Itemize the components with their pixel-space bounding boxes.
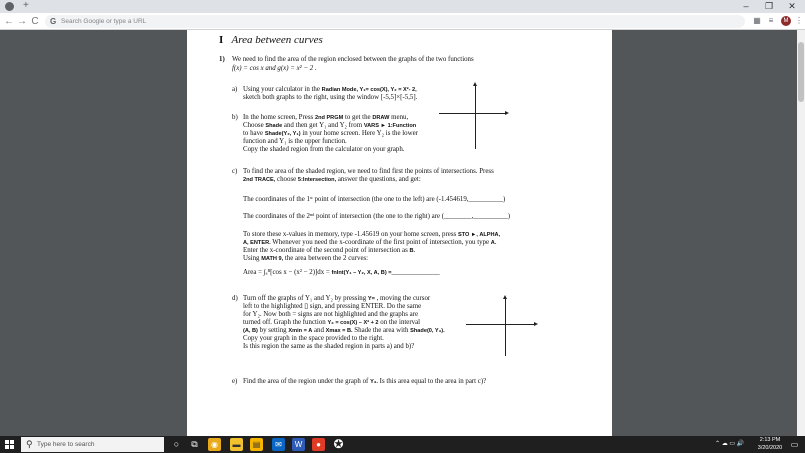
intersection-1-text: The coordinates of the 1ˢᵗ point of intersection (the one to the left) are (-1.454619,__________) (243, 196, 506, 203)
part-c-line1: To find the area of the shaded region, we need to find first the points of intersections. Press (243, 168, 494, 175)
extensions-icon[interactable]: ▦ (753, 16, 761, 25)
y-axis (505, 298, 506, 356)
clock-date: 3/20/2020 (757, 444, 783, 451)
part-e-label: e) (232, 378, 238, 385)
question-text: We need to find the area of the region enclosed between the graphs of the two functions (232, 56, 474, 63)
part-d-line1: Turn off the graphs of Y₁ and Y₂ by pressing Y= , moving the cursor (243, 295, 431, 302)
word-icon[interactable]: W (292, 438, 305, 451)
maximize-button[interactable]: ❐ (764, 1, 774, 11)
media-icon[interactable]: ● (312, 438, 325, 451)
part-e-line: Find the area of the region under the graph of Y₃. Is this area equal to the area in part c)? (243, 378, 487, 385)
part-c-line2: 2nd TRACE, choose 5:Intersection, answer the questions, and get: (243, 176, 421, 183)
part-d-line7: Is this region the same as the shaded region in parts a) and b)? (243, 343, 415, 350)
windows-taskbar (0, 436, 805, 453)
vertical-scrollbar[interactable] (797, 30, 805, 436)
google-icon: G (50, 17, 57, 26)
system-tray-icons[interactable]: ⌃ ☁ ▭ 🔊 (715, 441, 745, 447)
notifications-icon[interactable]: ▭ (790, 440, 799, 449)
part-d-line2: left to the highlighted ▯ sign, and pressing ENTER. Do the same (243, 303, 422, 310)
menu-icon[interactable]: ⋮ (795, 16, 803, 25)
document-viewer (0, 30, 805, 436)
section-title: Area between curves (231, 34, 323, 46)
reading-list-icon[interactable]: ≡ (768, 16, 774, 25)
browser-toolbar (0, 13, 805, 30)
part-a-line1: Using your calculator in the Radian Mode, Y₁= cos(X), Y₂ = X²- 2, (243, 86, 417, 93)
part-d-line4: turned off. Graph the function Y₃ = cos(X) – X² + 2 on the interval (243, 319, 421, 326)
part-c-store4: Using MATH 9, the area between the 2 curves: (243, 255, 369, 262)
y-axis (475, 85, 476, 149)
question-number: 1) (219, 56, 225, 63)
document-page (187, 30, 612, 436)
part-d-label: d) (232, 295, 238, 302)
minimize-button[interactable]: – (743, 1, 749, 11)
x-axis-arrow (505, 111, 509, 115)
part-b-label: b) (232, 114, 238, 121)
taskbar-search-input[interactable] (21, 437, 164, 452)
reload-button[interactable]: C (31, 16, 39, 27)
part-c-store2: A, ENTER. Whenever you need the x-coordinate of the first point of intersection, you type A. (243, 239, 497, 246)
part-d-line5: (A, B) by setting Xmin = A and Xmax = B. Shade the area with Shade(0, Y₃). (243, 327, 445, 334)
x-axis-arrow (534, 322, 538, 326)
system-clock[interactable] (755, 437, 785, 452)
part-b-line2: Choose Shade and then get Y₁ and Y₂ from VARS ► 1:Function (243, 122, 417, 129)
part-d-line3: for Y₂. Now both = signs are not highlighted and the graphs are (243, 311, 419, 318)
part-a-label: a) (232, 86, 238, 93)
address-placeholder: Search Google or type a URL (61, 18, 147, 25)
y-axis-arrow (503, 295, 507, 299)
profile-avatar[interactable]: M (781, 16, 791, 26)
x-axis (439, 113, 507, 114)
address-bar[interactable] (45, 15, 745, 28)
part-b-line5: Copy the shaded region from the calculator on your graph. (243, 146, 405, 153)
file-explorer-icon[interactable]: ▬ (230, 438, 243, 451)
part-b-line3: to have Shade(Y₂, Y₁) in your home screen. Here Y₂ is the lower (243, 130, 418, 137)
new-tab-button[interactable]: + (23, 0, 29, 11)
back-button[interactable]: ← (4, 16, 14, 27)
app-icon[interactable]: ✪ (333, 437, 344, 451)
windows-start-icon[interactable] (5, 440, 14, 449)
search-icon: ⚲ (26, 439, 33, 449)
part-c-store1: To store these x-values in memory, type -1.45619 on your home screen, press STO ►, ALPHA, (243, 231, 501, 238)
part-b-line4: function and Y₁ is the upper function. (243, 138, 347, 145)
tab-strip (0, 0, 805, 13)
y-axis-arrow (473, 82, 477, 86)
part-b-line1: In the home screen, Press 2nd PRGM to get the DRAW menu, (243, 114, 409, 121)
clock-time: 2:13 PM (759, 437, 781, 443)
section-number: I (219, 34, 224, 46)
task-view-icon[interactable]: ⧉ (191, 439, 198, 449)
search-placeholder: Type here to search (37, 441, 95, 448)
forward-button[interactable]: → (17, 16, 27, 27)
area-formula: Area = ∫ₐᴮ[cos x − (x² − 2)]dx = fnInt(Y₁ – Y₂, X, A, B) =______________ (243, 269, 440, 276)
part-c-store3: Enter the x-coordinate of the second point of intersection as B. (243, 247, 416, 254)
chrome-icon[interactable] (5, 2, 14, 11)
part-a-line2: sketch both graphs to the right, using the window [-5,5]×[-5,5]. (243, 94, 418, 101)
part-c-label: c) (232, 168, 238, 175)
chrome-taskbar-icon[interactable]: ◉ (208, 438, 221, 451)
part-d-line6: Copy your graph in the space provided to the right. (243, 335, 384, 342)
scrollbar-thumb[interactable] (798, 42, 804, 102)
store-icon[interactable]: ▤ (250, 438, 263, 451)
intersection-2-text: The coordinates of the 2ⁿᵈ point of intersection (the one to the right) are (________,__________) (243, 213, 511, 220)
section-heading (219, 36, 323, 44)
cortana-icon[interactable]: ○ (173, 439, 180, 449)
question-functions: f(x) = cos x and g(x) = x² − 2 . (232, 65, 317, 72)
close-button[interactable]: ✕ (788, 1, 796, 11)
x-axis (466, 324, 536, 325)
mail-icon[interactable]: ✉ (272, 438, 285, 451)
